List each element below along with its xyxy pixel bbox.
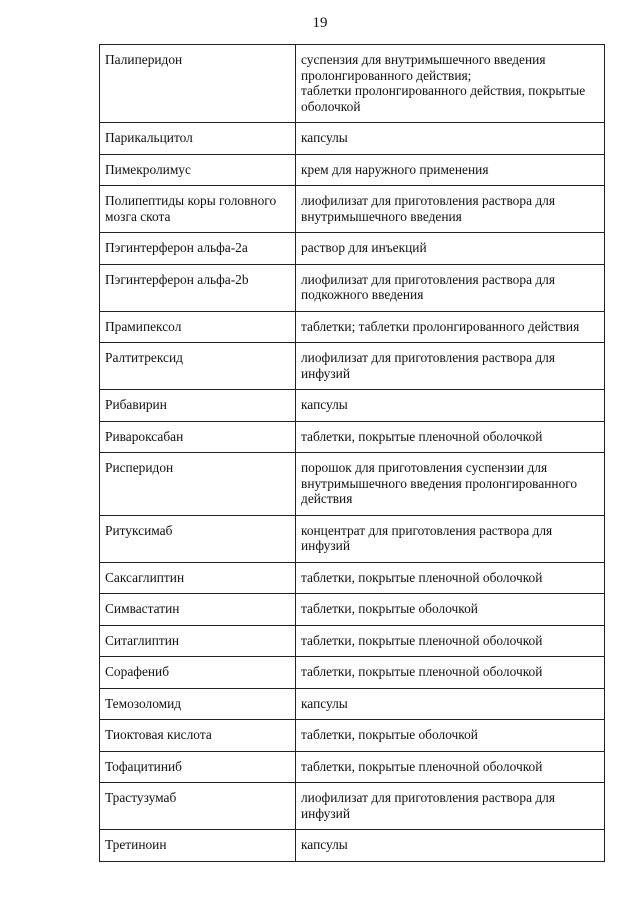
table-row <box>100 453 605 516</box>
table-row <box>100 154 605 186</box>
drug-name-cell: Полипептиды коры головного мозга скота <box>100 186 296 233</box>
drug-name-cell: Пимекролимус <box>100 154 296 186</box>
drug-name-cell: Пэгинтерферон альфа-2а <box>100 233 296 265</box>
drug-name-cell: Рибавирин <box>100 390 296 422</box>
table-row <box>100 562 605 594</box>
dosage-form-cell: лиофилизат для приготовления раствора для инфузий <box>296 783 605 830</box>
table-row <box>100 830 605 862</box>
table-row <box>100 421 605 453</box>
dosage-form-cell: таблетки, покрытые оболочкой <box>296 720 605 752</box>
drug-name-cell: Палиперидон <box>100 45 296 123</box>
drug-name-cell: Сорафениб <box>100 657 296 689</box>
page-number: 19 <box>312 15 328 31</box>
dosage-form-cell: капсулы <box>296 830 605 862</box>
table-row <box>100 720 605 752</box>
drug-name-cell: Тиоктовая кислота <box>100 720 296 752</box>
table-row <box>100 688 605 720</box>
drug-name-cell: Третиноин <box>100 830 296 862</box>
drug-name-cell: Саксаглиптин <box>100 562 296 594</box>
table-row <box>100 783 605 830</box>
table-row <box>100 594 605 626</box>
dosage-form-cell: таблетки, покрытые пленочной оболочкой <box>296 562 605 594</box>
dosage-form-cell: таблетки, покрытые пленочной оболочкой <box>296 751 605 783</box>
dosage-form-cell: крем для наружного применения <box>296 154 605 186</box>
table-row <box>100 264 605 311</box>
dosage-form-cell: концентрат для приготовления раствора для инфузий <box>296 515 605 562</box>
drug-name-cell: Темозоломид <box>100 688 296 720</box>
drug-name-cell: Прамипексол <box>100 311 296 343</box>
drug-name-cell: Пэгинтерферон альфа-2b <box>100 264 296 311</box>
dosage-form-cell: порошок для приготовления суспензии для внутримышечного введения пролонгированного действия <box>296 453 605 516</box>
drug-name-cell: Ривароксабан <box>100 421 296 453</box>
dosage-form-cell: таблетки, покрытые оболочкой <box>296 594 605 626</box>
drug-name-cell: Ситаглиптин <box>100 625 296 657</box>
drug-name-cell: Ралтитрексид <box>100 343 296 390</box>
drug-name-cell: Трастузумаб <box>100 783 296 830</box>
dosage-form-cell: таблетки, покрытые пленочной оболочкой <box>296 625 605 657</box>
dosage-form-cell: капсулы <box>296 123 605 155</box>
drug-name-cell: Рисперидон <box>100 453 296 516</box>
table-row <box>100 751 605 783</box>
table-row <box>100 45 605 123</box>
drug-name-cell: Парикальцитол <box>100 123 296 155</box>
table-row <box>100 311 605 343</box>
dosage-form-cell: капсулы <box>296 688 605 720</box>
drug-table <box>99 44 605 862</box>
drug-name-cell: Симвастатин <box>100 594 296 626</box>
table-row <box>100 625 605 657</box>
table-row <box>100 657 605 689</box>
dosage-form-cell: лиофилизат для приготовления раствора для внутримышечного введения <box>296 186 605 233</box>
drug-name-cell: Ритуксимаб <box>100 515 296 562</box>
dosage-form-text: суспензия для внутримышечного введения пролонгированного действия; таблетки пролонгированного действия, покрытые оболочкой <box>301 52 586 114</box>
table-row <box>100 233 605 265</box>
dosage-form-cell: лиофилизат для приготовления раствора для подкожного введения <box>296 264 605 311</box>
dosage-form-cell: таблетки, покрытые пленочной оболочкой <box>296 657 605 689</box>
dosage-form-cell: лиофилизат для приготовления раствора для инфузий <box>296 343 605 390</box>
dosage-form-cell: раствор для инъекций <box>296 233 605 265</box>
dosage-form-cell: таблетки; таблетки пролонгированного действия <box>296 311 605 343</box>
table-row <box>100 390 605 422</box>
table-row <box>100 123 605 155</box>
table-row <box>100 515 605 562</box>
table-row <box>100 343 605 390</box>
drug-name-cell: Тофацитиниб <box>100 751 296 783</box>
dosage-form-cell: таблетки, покрытые пленочной оболочкой <box>296 421 605 453</box>
dosage-form-cell <box>296 45 605 123</box>
dosage-form-cell: капсулы <box>296 390 605 422</box>
table-row <box>100 186 605 233</box>
